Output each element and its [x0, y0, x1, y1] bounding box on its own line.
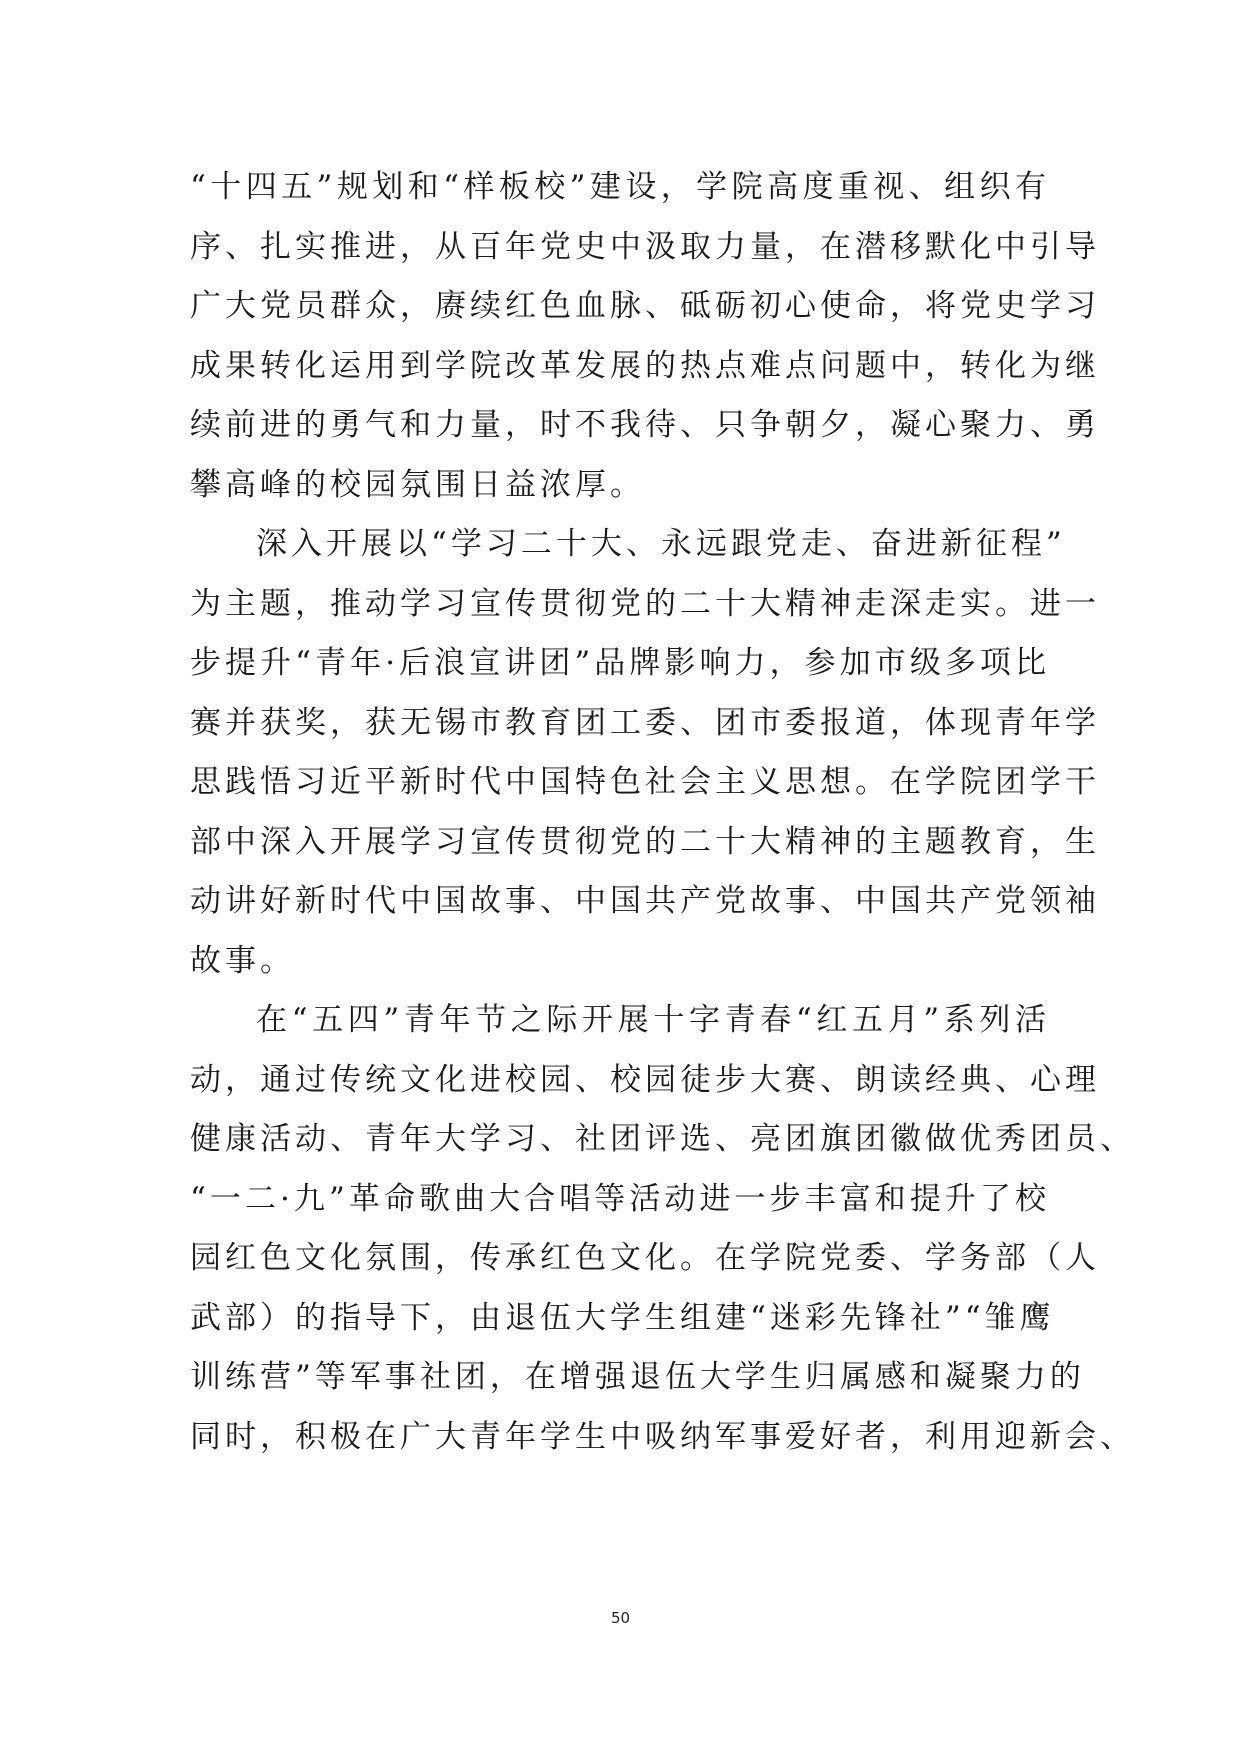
text-line: 序、扎实推进，从百年党史中汲取力量，在潜移默化中引导 [190, 228, 1100, 265]
text-line: 攀高峰的校园氛围日益浓厚。 [190, 466, 645, 503]
text-line: 园红色文化氛围，传承红色文化。在学院党委、学务部（人 [190, 1240, 1100, 1276]
text-line: 同时，积极在广大青年学生中吸纳军事爱好者，利用迎新会、 [190, 1418, 1135, 1455]
text-line: 故事。 [190, 942, 295, 979]
text-line: 武部）的指导下，由退伍大学生组建“迷彩先锋社”“雏鹰 [190, 1299, 1055, 1336]
text-line: “一二·九”革命歌曲大合唱等活动进一步丰富和提升了校 [190, 1180, 1050, 1217]
text-line: 动，通过传统文化进校园、校园徒步大赛、朗读经典、心理 [190, 1061, 1100, 1098]
text-line: 动讲好新时代中国故事、中国共产党故事、中国共产党领袖 [190, 883, 1100, 919]
text-line: 广大党员群众，赓续红色血脉、砥砺初心使命，将党史学习 [190, 288, 1100, 324]
text-line: 续前进的勇气和力量，时不我待、只争朝夕，凝心聚力、勇 [190, 407, 1100, 443]
text-line: 步提升“青年·后浪宣讲团”品牌影响力，参加市级多项比 [190, 645, 1050, 681]
text-line: 赛并获奖，获无锡市教育团工委、团市委报道，体现青年学 [190, 704, 1100, 741]
text-line: 思践悟习近平新时代中国特色社会主义思想。在学院团学干 [190, 764, 1100, 800]
text-line: 健康活动、青年大学习、社团评选、亮团旗团徽做优秀团员、 [190, 1121, 1135, 1157]
text-line: 为主题，推动学习宣传贯彻党的二十大精神走深走实。进一 [190, 585, 1100, 622]
text-line: 成果转化运用到学院改革发展的热点难点问题中，转化为继 [190, 347, 1100, 384]
text-line: 深入开展以“学习二十大、永远跟党走、奋进新征程” [256, 526, 1066, 562]
page-number: 50 [610, 1609, 631, 1627]
text-line: 部中深入开展学习宣传贯彻党的二十大精神的主题教育，生 [190, 823, 1100, 860]
text-line: 训练营”等军事社团，在增强退伍大学生归属感和凝聚力的 [190, 1359, 1085, 1395]
text-line: 在“五四”青年节之际开展十字青春“红五月”系列活 [256, 1002, 1050, 1038]
body-text [190, 158, 1135, 1467]
text-line: “十四五”规划和“样板校”建设，学院高度重视、组织有 [190, 169, 1050, 205]
